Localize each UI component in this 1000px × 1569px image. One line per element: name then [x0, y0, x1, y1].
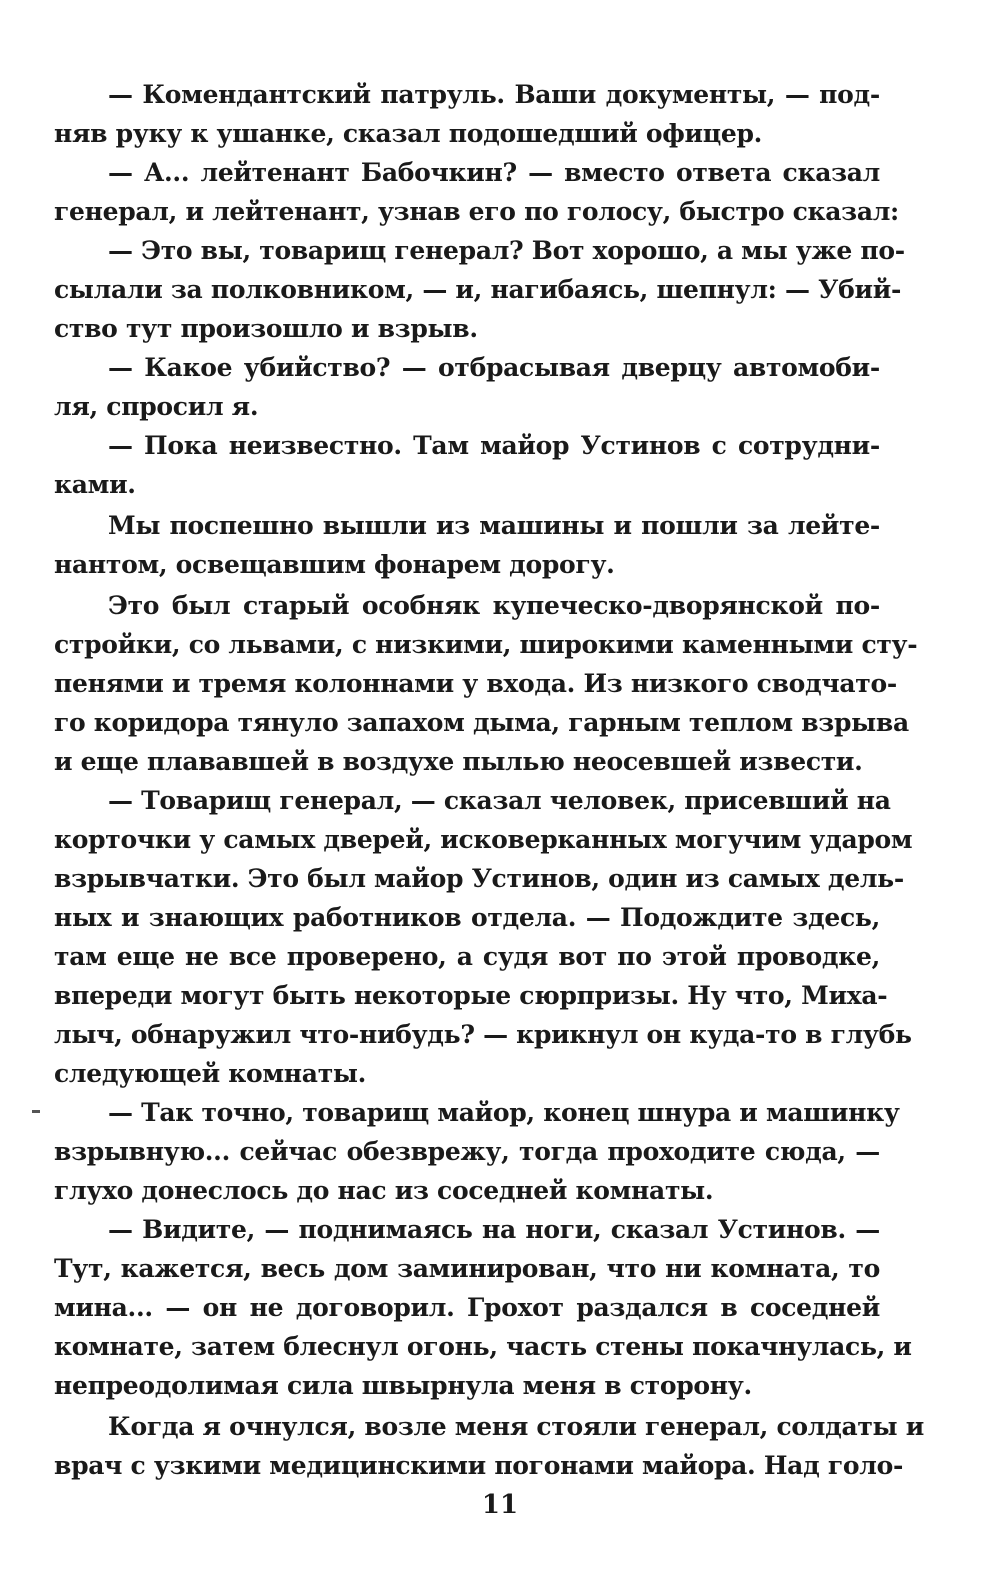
text-line: непреодолимая сила швырнула меня в сторону.	[54, 1371, 752, 1400]
text-line: — Пока неизвестно. Там майор Устинов с сотрудни-	[108, 431, 880, 460]
text-line: — Комендантский патруль. Ваши документы, — под-	[108, 80, 880, 109]
text-line: Тут, кажется, весь дом заминирован, что ни комната, то	[54, 1254, 880, 1283]
text-line: Когда я очнулся, возле меня стояли генерал, солдаты и	[108, 1412, 924, 1441]
text-line: глухо донеслось до нас из соседней комнаты.	[54, 1176, 714, 1205]
text-line: стройки, со львами, с низкими, широкими каменными сту-	[54, 630, 918, 659]
text-line: пенями и тремя колоннами у входа. Из низкого сводчато-	[54, 669, 897, 698]
text-line: комнате, затем блеснул огонь, часть стены покачнулась, и	[54, 1332, 912, 1361]
text-line: — Так точно, товарищ майор, конец шнура и машинку	[108, 1098, 900, 1127]
text-line: — Видите, — поднимаясь на ноги, сказал Устинов. —	[108, 1215, 880, 1244]
text-line: Это был старый особняк купеческо-дворянской по-	[108, 591, 880, 620]
text-line: — Это вы, товарищ генерал? Вот хорошо, а мы уже по-	[108, 236, 905, 265]
margin-mark	[32, 1110, 40, 1113]
text-line: врач с узкими медицинскими погонами майора. Над голо-	[54, 1451, 904, 1480]
text-line: и еще плававшей в воздухе пылью неосевшей извести.	[54, 747, 863, 776]
text-line: взрывчатки. Это был майор Устинов, один из самых дель-	[54, 864, 904, 893]
text-line: няв руку к ушанке, сказал подошедший офицер.	[54, 119, 763, 148]
text-line: — Какое убийство? — отбрасывая дверцу автомоби-	[108, 353, 880, 382]
text-line: ных и знающих работников отдела. — Подождите здесь,	[54, 903, 880, 932]
text-line: взрывную... сейчас обезврежу, тогда проходите сюда, —	[54, 1137, 880, 1166]
text-line: — Товарищ генерал, — сказал человек, присевший на	[108, 786, 891, 815]
page-number: 11	[481, 1490, 519, 1520]
text-line: ками.	[54, 470, 136, 499]
text-line: там еще не все проверено, а судя вот по этой проводке,	[54, 942, 880, 971]
text-line: корточки у самых дверей, исковерканных могучим ударом	[54, 825, 913, 854]
text-line: го коридора тянуло запахом дыма, гарным теплом взрыва	[54, 708, 909, 737]
text-line: впереди могут быть некоторые сюрпризы. Ну что, Миха-	[54, 981, 888, 1010]
text-line: сылали за полковником, — и, нагибаясь, шепнул: — Убий-	[54, 275, 902, 304]
text-line: лыч, обнаружил что-нибудь? — крикнул он куда-то в глубь	[54, 1020, 912, 1049]
text-line: — А... лейтенант Бабочкин? — вместо ответа сказал	[108, 158, 880, 187]
text-line: ство тут произошло и взрыв.	[54, 314, 478, 343]
text-line: Мы поспешно вышли из машины и пошли за лейте-	[108, 511, 880, 540]
text-line: следующей комнаты.	[54, 1059, 367, 1088]
text-line: ля, спросил я.	[54, 392, 259, 421]
text-line: нантом, освещавшим фонарем дорогу.	[54, 550, 615, 579]
text-line: мина... — он не договорил. Грохот раздался в соседней	[54, 1293, 880, 1322]
text-line: генерал, и лейтенант, узнав его по голосу, быстро сказал:	[54, 197, 899, 226]
